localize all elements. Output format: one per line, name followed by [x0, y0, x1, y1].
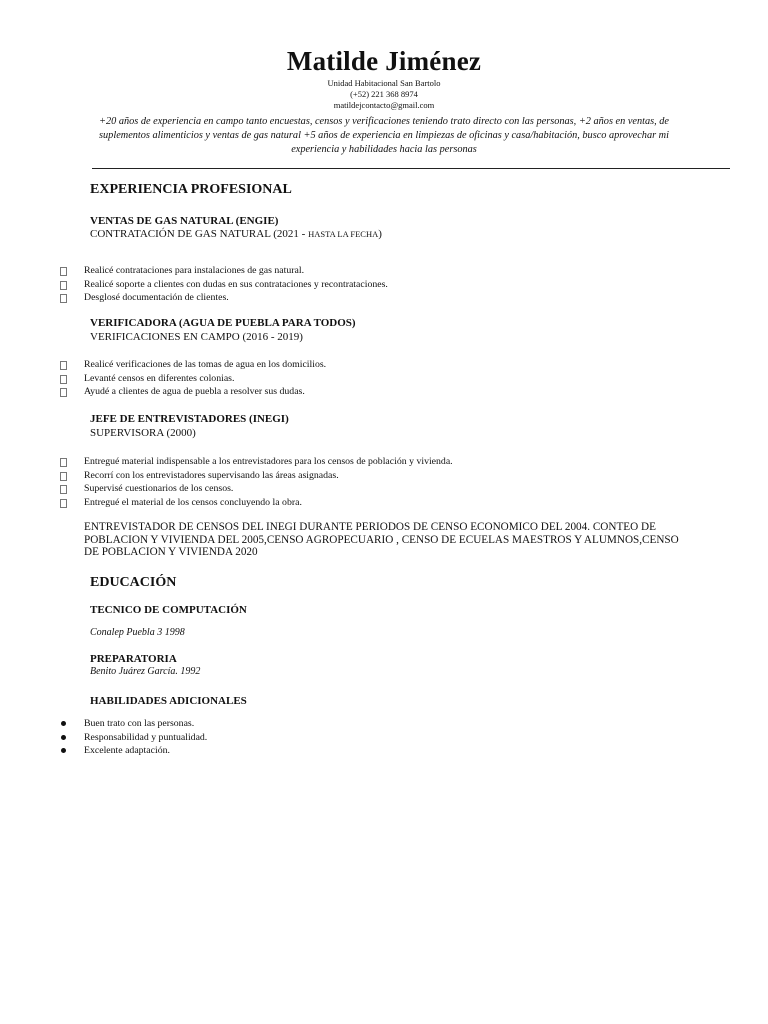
job-bullets-engie: [60, 264, 388, 305]
checkbox-bullet-icon: [60, 294, 67, 303]
list-item: Buen trato con las personas.: [60, 717, 207, 731]
checkbox-bullet-icon: [60, 375, 67, 384]
job-bullets-agua-puebla: [60, 358, 326, 399]
list-item: Recorrí con los entrevistadores supervisando las áreas asignadas.: [60, 469, 453, 483]
candidate-name: Matilde Jiménez: [286, 46, 482, 76]
job-title-agua-puebla: VERIFICADORA (AGUA DE PUEBLA PARA TODOS): [90, 317, 356, 329]
list-item: Entregué material indispensable a los entrevistadores para los censos de población y vivienda.: [60, 455, 453, 469]
bullet-dot-icon: [61, 721, 66, 726]
professional-summary: +20 años de experiencia en campo tanto encuestas, censos y verificaciones teniendo trato directo con las personas, +2 años en ventas, de suplementos alimenticios y ventas de gas natural +5 años de experiencia en limpiezas de oficinas y casa/habitación, busco aprovechar mi experiencia y habilidades hacia las personas: [99, 116, 669, 155]
header-divider: [92, 168, 730, 169]
list-item: Supervisé cuestionarios de los censos.: [60, 482, 453, 496]
education-title-preparatoria: PREPARATORIA: [90, 653, 177, 665]
census-paragraph: ENTREVISTADOR DE CENSOS DEL INEGI DURANTE PERIODOS DE CENSO ECONOMICO DEL 2004. CONTEO DE POBLACION Y VIVIENDA DEL 2005,CENSO AGROPECUARIO , CENSO DE ECUELAS MAESTROS Y ALUMNOS,CENSO DE POBLACION Y VIVIENDA 2020: [84, 521, 679, 559]
checkbox-bullet-icon: [60, 499, 67, 508]
list-item: Realicé contrataciones para instalaciones de gas natural.: [60, 264, 388, 278]
list-item: Responsabilidad y puntualidad.: [60, 731, 207, 745]
checkbox-bullet-icon: [60, 361, 67, 370]
checkbox-bullet-icon: [60, 388, 67, 397]
job-bullets-inegi: [60, 455, 453, 509]
list-item: Entregué el material de los censos concluyendo la obra.: [60, 496, 453, 510]
job-subtitle-inegi: SUPERVISORA (2000): [90, 427, 196, 439]
bullet-dot-icon: [61, 748, 66, 753]
job-title-engie: VENTAS DE GAS NATURAL (ENGIE): [90, 215, 279, 227]
list-item: Ayudé a clientes de agua de puebla a resolver sus dudas.: [60, 385, 326, 399]
skills-list: [60, 717, 207, 758]
job-title-inegi: JEFE DE ENTREVISTADORES (INEGI): [90, 413, 289, 425]
contact-block: [0, 78, 768, 111]
checkbox-bullet-icon: [60, 485, 67, 494]
education-detail-conalep: Conalep Puebla 3 1998: [90, 627, 185, 638]
list-item: Levanté censos en diferentes colonias.: [60, 372, 326, 386]
skills-heading: HABILIDADES ADICIONALES: [90, 695, 247, 707]
list-item: Realicé verificaciones de las tomas de agua en los domicilios.: [60, 358, 326, 372]
checkbox-bullet-icon: [60, 458, 67, 467]
job-subtitle-agua-puebla: VERIFICACIONES EN CAMPO (2016 - 2019): [90, 331, 303, 343]
list-item: Excelente adaptación.: [60, 744, 207, 758]
address: Unidad Habitacional San Bartolo: [327, 78, 441, 88]
list-item: Realicé soporte a clientes con dudas en sus contrataciones y recontrataciones.: [60, 278, 388, 292]
education-heading: EDUCACIÓN: [90, 575, 177, 590]
list-item: Desglosé documentación de clientes.: [60, 291, 388, 305]
phone: (+52) 221 368 8974: [350, 89, 418, 99]
checkbox-bullet-icon: [60, 267, 67, 276]
checkbox-bullet-icon: [60, 472, 67, 481]
education-title-computacion: TECNICO DE COMPUTACIÓN: [90, 604, 247, 616]
email: matildejcontacto@gmail.com: [333, 100, 435, 110]
checkbox-bullet-icon: [60, 281, 67, 290]
bullet-dot-icon: [61, 735, 66, 740]
education-detail-benito-juarez: Benito Juárez García. 1992: [90, 666, 201, 677]
job-subtitle-engie: CONTRATACIÓN DE GAS NATURAL (2021 - HASTA LA FECHA): [90, 228, 382, 240]
experience-heading: EXPERIENCIA PROFESIONAL: [90, 182, 292, 197]
